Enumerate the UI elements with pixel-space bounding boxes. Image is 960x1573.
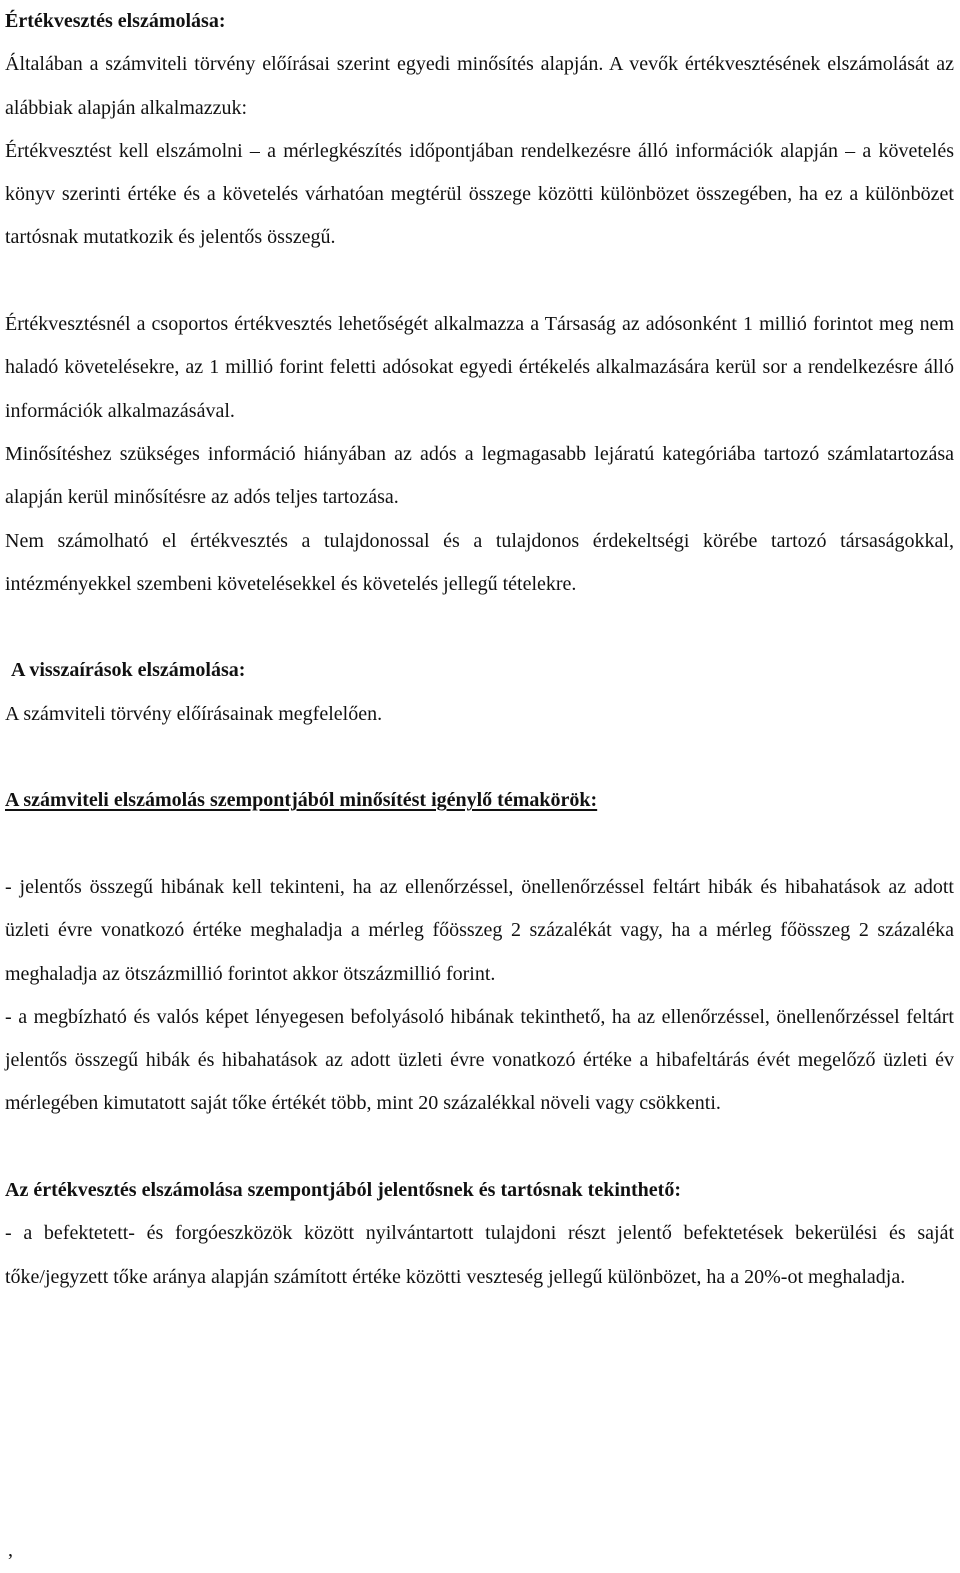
spacer [5, 823, 954, 866]
paragraph-megbizhato-valos-kep: - a megbízható és valós képet lényegesen befolyásoló hibának tekinthető, ha az ellenőrzéssel, önellenőrzéssel feltárt jelentős összegű hibák és hibahatások az adott üzleti évre vonatkozó értéke a hibafeltárás évét megelőző üzleti év mérlegében kimutatott saját tőke értékét több, mint 20 százalékkal növeli vagy csökkenti. [5, 1005, 954, 1115]
heading-ertekvesztes: Értékvesztés elszámolása: [5, 10, 226, 32]
paragraph-szamviteli-torveny: A számviteli törvény előírásainak megfelelően. [5, 702, 383, 725]
paragraph-minositeshez: Minősítéshez szükséges információ hiányában az adós a legmagasabb lejáratú kategóriába tartozó számlatartozása alapján kerül minősítésre az adós teljes tartozása. [5, 442, 954, 509]
spacer [5, 1126, 954, 1169]
spacer [5, 606, 954, 649]
footer-mark: , [8, 1539, 13, 1561]
paragraph-csoportos-ertekvesztes: Értékvesztésnél a csoportos értékvesztés lehetőségét alkalmazza a Társaság az adósonként 1 millió forintot meg nem haladó követelésekre, az 1 millió forint feletti adósokat egyedi értékelés alkalmazására kerül sor a rendelkezésre álló információk alkalmazásával. [5, 313, 954, 422]
heading-jelentos-tartos: Az értékvesztés elszámolása szempontjából jelentősnek és tartósnak tekinthető: [5, 1179, 681, 1202]
heading-minositest-igenylo: A számviteli elszámolás szempontjából minősítést igénylő témakörök: [5, 789, 598, 812]
heading-visszairasok: A visszaírások elszámolása: [11, 659, 246, 682]
paragraph-nem-szamolhato: Nem számolható el értékvesztés a tulajdonossal és a tulajdonos érdekeltségi körébe tartozó társaságokkal, intézményekkel szembeni követelésekkel és követelés jellegű tételekre. [5, 529, 954, 595]
spacer [5, 260, 954, 303]
paragraph-altalaban: Általában a számviteli törvény előírásai szerint egyedi minősítés alapján. A vevők értékvesztésének elszámolását az alábbiak alapján alkalmazzuk: [5, 53, 954, 119]
paragraph-jelentos-hiba: - jelentős összegű hibának kell tekinteni, ha az ellenőrzéssel, önellenőrzéssel feltárt hibák és hibahatások az adott üzleti évre vonatkozó értéke meghaladja a mérleg főösszeg 2 százalékát vagy, ha a mérleg főösszeg 2 százaléka meghaladja az ötszázmillió forintot akkor ötszázmillió forint. [5, 875, 954, 985]
paragraph-ertekvesztest-kell: Értékvesztést kell elszámolni – a mérlegkészítés időpontjában rendelkezésre álló információk alapján – a követelés könyv szerinti értéke és a követelés várhatóan megtérül összege közötti különbözet összegében, ha ez a különbözet tartósnak mutatkozik és jelentős összegű. [5, 139, 954, 249]
spacer [5, 736, 954, 779]
paragraph-befektetett-forgoeszkozok: - a befektetett- és forgóeszközök között nyilvántartott tulajdoni részt jelentő befektetések bekerülési és saját tőke/jegyzett tőke aránya alapján számított értéke közötti veszteség jellegű különbözet, ha a 20%-ot meghaladja. [5, 1222, 954, 1288]
